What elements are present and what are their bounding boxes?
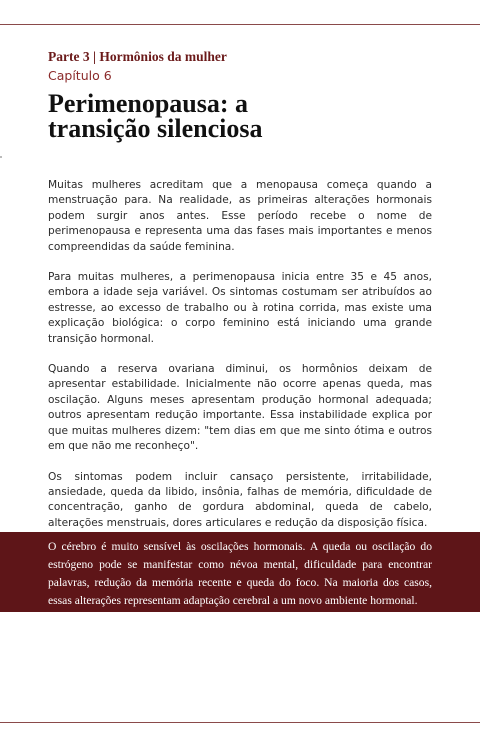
paragraph-2: Para muitas mulheres, a perimenopausa inicia entre 35 e 45 anos, embora a idade seja variável. Os sintomas costumam ser atribuídos ao estresse, ao excesso de trabalho ou à rotina corrida, mas existe uma explicação biológica: o corpo feminino está iniciando uma grande transição hormonal. [48,271,432,345]
chapter-label: Capítulo 6 [48,68,112,83]
chapter-header [48,48,448,141]
callout-text: O cérebro é muito sensível às oscilações hormonais. A queda ou oscilação do estrógeno pode se manifestar como névoa mental, dificuldade para encontrar palavras, redução da memória recente e queda do foco. Na maioria dos casos, essas alterações representam adaptação cerebral a um novo ambiente hormonal. [48,540,432,607]
paragraph-4: Os sintomas podem incluir cansaço persistente, irritabilidade, ansiedade, queda da libido, insônia, falhas de memória, dificuldade de concentração, ganho de gordura abdominal, queda de cabelo, alterações menstruais, dores articulares e redução da disposição física. [48,470,432,529]
section-divider [0,156,2,158]
highlight-callout-box [0,532,480,612]
chapter-title-line-1: Perimenopausa: a [48,89,249,118]
bottom-rule [0,722,480,723]
paragraph-1: Muitas mulheres acreditam que a menopausa começa quando a menstruação para. Na realidade, as primeiras alterações hormonais podem surgir anos antes. Esse período recebe o nome de perimenopausa e representa uma das fases mais importantes e menos compreendidas da saúde feminina. [48,179,432,253]
part-label: Parte 3 | Hormônios da mulher [48,49,227,64]
body-text [48,178,432,546]
chapter-title-line-2: transição silenciosa [48,114,263,143]
chapter-title [48,91,448,141]
top-rule [0,24,480,25]
paragraph-3: Quando a reserva ovariana diminui, os hormônios deixam de apresentar estabilidade. Inicialmente não ocorre apenas queda, mas oscilação. Alguns meses apresentam produção hormonal adequada; outros apresentam redução importante. Essa instabilidade explica por que muitas mulheres dizem: "tem dias em que me sinto ótima e outros em que não me reconheço". [48,363,432,453]
